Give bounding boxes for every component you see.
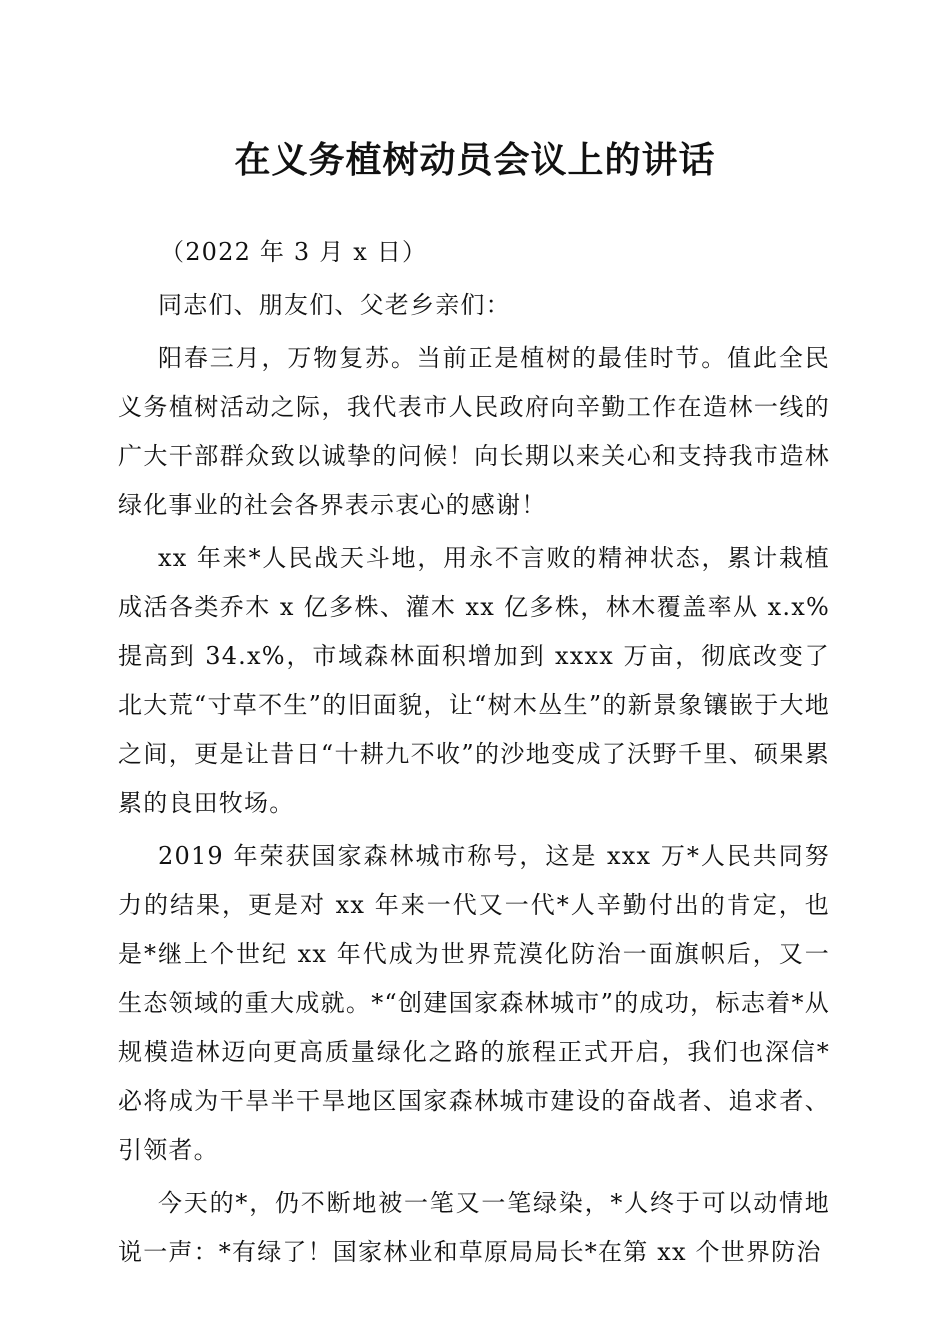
document-body bbox=[118, 228, 830, 1281]
paragraph-2: xx 年来*人民战天斗地，用永不言败的精神状态，累计栽植成活各类乔木 x 亿多株、灌木 xx 亿多株，林木覆盖率从 x.x%提高到 34.x%，市域森林面积增加到 xxxx 万亩，彻底改变了北大荒“寸草不生”的旧面貌，让“树木丛生”的新景象镶嵌于大地之间，更是让昔日“十耕九不收”的沙地变成了沃野千里、硕果累累的良田牧场。 bbox=[118, 544, 830, 817]
speech-date: （2022 年 3 月 x 日） bbox=[160, 238, 428, 266]
greeting: 同志们、朋友们、父老乡亲们： bbox=[158, 291, 511, 319]
document-title: 在义务植树动员会议上的讲话 bbox=[234, 139, 716, 181]
paragraph-3: 2019 年荣获国家森林城市称号，这是 xxx 万*人民共同努力的结果，更是对 xx 年来一代又一代*人辛勤付出的肯定，也是*继上个世纪 xx 年代成为世界荒漠化防治一面旗帜后，又一生态领域的重大成就。*“创建国家森林城市”的成功，标志着*从规模造林迈向更高质量绿化之路的旅程正式开启，我们也深信*必将成为干旱半干旱地区国家森林城市建设的奋战者、追求者、引领者。 bbox=[118, 842, 830, 1164]
paragraph-1: 阳春三月，万物复苏。当前正是植树的最佳时节。值此全民义务植树活动之际，我代表市人民政府向辛勤工作在造林一线的广大干部群众致以诚挚的问候！向长期以来关心和支持我市造林绿化事业的社会各界表示衷心的感谢！ bbox=[118, 344, 830, 519]
paragraph-4: 今天的*，仍不断地被一笔又一笔绿染，*人终于可以动情地说一声：*有绿了！国家林业和草原局局长*在第 xx 个世界防治 bbox=[118, 1189, 830, 1266]
